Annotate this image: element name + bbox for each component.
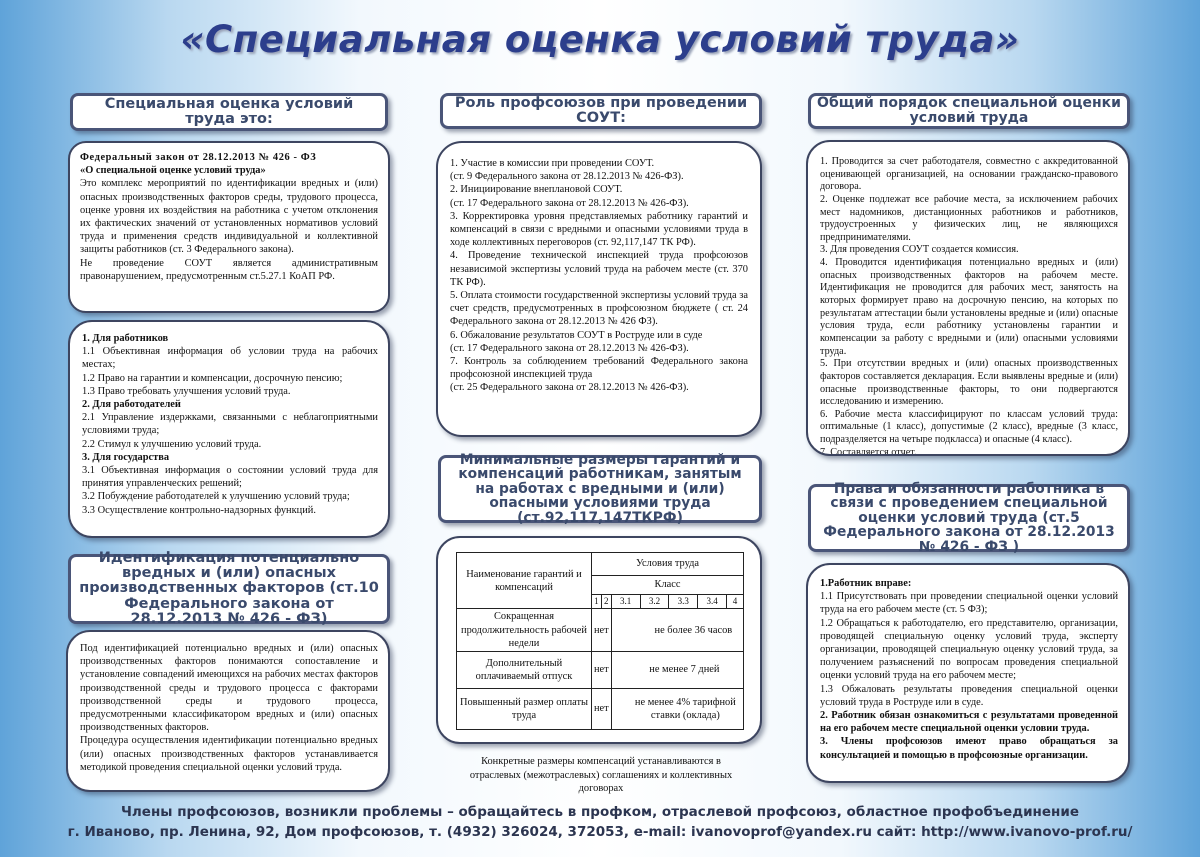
employers-item-1: 2.1 Управление издержками, связанными с неблагоприятными условиями труда;	[82, 412, 378, 437]
employers-item-2: 2.2 Стимул к улучшению условий труда.	[82, 438, 262, 450]
union-role-item: (ст. 17 Федерального закона от 28.12.2013 № 426-ФЗ).	[450, 197, 689, 209]
procedure-item: 7. Составляется отчет.	[820, 446, 917, 456]
union-role-item: 3. Корректировка уровня представляемых работнику гарантий и компенсаций в связи с вредными и опасными условиями труда в ходе коллективных переговоров (ст. 92,117,147 ТК РФ).	[450, 210, 748, 249]
guarantees-header-text: Минимальные размеры гарантий и компенсаций работникам, занятым на работах с вредными и (или) опасными условиями труда (ст.92,117,147ТКРФ)	[458, 451, 742, 526]
law-line: Федеральный закон от 28.12.2013 № 426 - ФЗ	[80, 152, 317, 163]
procedure-item: 1. Проводится за счет работодателя, совместно с аккредитованной оценивающей организацией, на основании гражданско-правового договора.	[820, 156, 1118, 193]
class-cell: 3.3	[669, 595, 698, 609]
guarantees-header	[438, 451, 762, 526]
union-role-box	[436, 141, 762, 437]
purposes-box	[68, 320, 390, 538]
row-value-b: не менее 7 дней	[611, 652, 743, 689]
rights-item-3: 1.3 Обжаловать результаты проведения специальной оценки условий труда в Роструде или в суде.	[820, 683, 1118, 708]
class-cell: 4	[727, 595, 744, 609]
union-role-item: 1. Участие в комиссии при проведении СОУТ.	[450, 158, 655, 169]
workers-item-1: 1.1 Объективная информация об условии труда на рабочих местах;	[82, 346, 378, 371]
row-value-b: не более 36 часов	[611, 609, 743, 652]
what-is-text: Это комплекс мероприятий по идентификации вредных и (или) опасных производственных факторов среды, трудового процесса, оценке уровня их воздействия на работника с учетом отклонения их фактических значений от установленных нормативов условий труда и применения средств индивидуальной и коллективной защиты работников (ст. 3 Федерального закона).	[80, 178, 378, 256]
row-value-a: нет	[592, 652, 612, 689]
rights-box	[806, 563, 1130, 783]
union-role-item: 5. Оплата стоимости государственной экспертизы условий труда за счет средств, предусмотренных в профсоюзном бюджете ( ст. 24 Федерального закона от 28.12.2013 № 426 ФЗ).	[450, 290, 748, 328]
guarantees-note: Конкретные размеры компенсаций устанавливаются в отраслевых (межотраслевых) соглашениях и коллективных договорах	[469, 756, 733, 795]
class-cell: 1	[592, 595, 602, 609]
union-role-item: (ст. 25 Федерального закона от 28.12.2013 № 426-ФЗ).	[450, 382, 689, 394]
table-header-class: Класс	[592, 576, 744, 595]
row-value-a: нет	[592, 689, 612, 730]
rights-item-5: 3. Члены профсоюзов имеют право обращаться за консультацией и помощью в профсоюзные организации.	[820, 736, 1118, 761]
procedure-item: 2. Оценке подлежат все рабочие места, за исключением рабочих мест надомников, дистанционных работников и работников, трудоустроенных у физических лиц, не являющихся предпринимателями.	[820, 193, 1118, 243]
what-is-header-text: Специальная оценка условий труда это:	[104, 95, 354, 127]
class-cell: 2	[601, 595, 611, 609]
state-item-2: 3.2 Побуждение работодателей к улучшению условий труда;	[82, 491, 350, 503]
rights-item-2: 1.2 Обращаться к работодателю, его представителю, организации, проводящей специальную оценку условий труда, эксперту организации, проводящей специальную оценку условий труда, за получением разъяснений по вопросам проведения специальной оценки условий труда на его рабочем месте;	[820, 617, 1118, 682]
page-title: «Специальная оценка условий труда»	[180, 18, 1020, 61]
rights-header-text: Права и обязанности работника в связи с проведением специальной оценки условий труда (ст.5 Федерального закона от 28.12.2013 № 426 - ФЗ )	[823, 480, 1115, 555]
procedure-item: 6. Рабочие места классифицируют по классам условий труда: оптимальные (1 класс), допустимые (2 класс), вредные (3 класс, подразделяется на четыре подкласса) и опасные (4 класс).	[820, 408, 1118, 446]
union-role-item: 7. Контроль за соблюдением требований Федерального закона профсоюзной инспекцией труда	[450, 356, 748, 381]
union-role-item: 2. Инициирование внеплановой СОУТ.	[450, 184, 623, 196]
row-name: Дополнительный оплачиваемый отпуск	[457, 652, 592, 689]
row-value-a: нет	[592, 609, 612, 652]
law-name: «О специальной оценке условий труда»	[80, 165, 266, 177]
footer-line-1: Члены профсоюзов, возникли проблемы – обращайтесь в профком, отраслевой профсоюз, областное профобъединение	[121, 804, 1079, 820]
procedure-item: 3. Для проведения СОУТ создается комиссия.	[820, 244, 1019, 256]
state-heading: 3. Для государства	[82, 451, 170, 463]
table-row	[457, 689, 744, 730]
what-is-text2: Не проведение СОУТ является административным правонарушением, предусмотренным ст.5.27.1 КоАП РФ.	[80, 257, 378, 282]
guarantees-table	[456, 552, 744, 730]
table-header-name: Наименование гарантий и компенсаций	[457, 553, 592, 609]
table-header-conditions: Условия труда	[592, 553, 744, 576]
procedure-item: 4. Проводится идентификация потенциально вредных и (или) опасных производственных факторов на рабочем месте. Идентификация не проводится для рабочих мест, занятость на которых формирует право на досрочную пенсию, на которых по результатам аттестации были установлены вредные и (или) опасные условия труда, если работнику установлены гарантии и компенсации за работу с вредными и (или) опасными условиями труда.	[820, 257, 1118, 357]
class-cell: 3.1	[611, 595, 640, 609]
table-row	[457, 609, 744, 652]
identification-text-2: Процедура осуществления идентификации потенциально вредных (или) опасных производственных факторов устанавливается методикой проведения специальной оценки условий труда.	[80, 735, 378, 773]
rights-heading: 1.Работник вправе:	[820, 578, 912, 589]
procedure-box	[806, 140, 1130, 456]
guarantees-box	[436, 536, 762, 744]
union-role-item: 6. Обжалование результатов СОУТ в Роструде или в суде	[450, 329, 703, 341]
union-role-header	[440, 93, 762, 129]
rights-item-1: 1.1 Присутствовать при проведении специальной оценки условий труда на его рабочем месте (ст. 5 ФЗ);	[820, 591, 1118, 616]
table-row	[457, 652, 744, 689]
rights-item-4: 2. Работник обязан ознакомиться с результатами проведенной на его рабочем месте специальной оценки условии труда.	[820, 710, 1118, 735]
footer-line-2: г. Иваново, пр. Ленина, 92, Дом профсоюзов, т. (4932) 326024, 372053, e-mail: ivanovoprof@yandex.ru сайт: http://www.ivanovo-prof.ru/	[67, 824, 1133, 840]
what-is-box	[68, 141, 390, 313]
union-role-item: (ст. 9 Федерального закона от 28.12.2013 № 426-ФЗ).	[450, 171, 684, 183]
union-role-header-text: Роль профсоюзов при проведении СОУТ:	[454, 94, 748, 126]
row-value-b: не менее 4% тарифной ставки (оклада)	[611, 689, 743, 730]
rights-header	[808, 480, 1130, 555]
class-cell: 3.4	[698, 595, 727, 609]
procedure-item: 5. При отсутствии вредных и (или) опасных производственных факторов составляется декларация. Если выявлены вредные и (или) опасные производственные факторы, то они подвергаются исследованию и измерению.	[820, 358, 1118, 408]
employers-heading: 2. Для работодателей	[82, 399, 181, 411]
state-item-3: 3.3 Осуществление контрольно-надзорных функций.	[82, 504, 316, 516]
procedure-header	[808, 93, 1130, 129]
workers-item-3: 1.3 Право требовать улучшения условий труда.	[82, 385, 291, 397]
identification-text-1: Под идентификацией потенциально вредных и (или) опасных производственных факторов понимаются сопоставление и установление совпадений имеющихся на рабочих местах факторов производственной среды и трудового процесса с факторами производственной среды и трудового процесса, предусмотренными классификатором вредных и (или) опасных производственных факторов.	[80, 643, 378, 734]
identification-header	[68, 549, 390, 627]
workers-heading: 1. Для работников	[82, 333, 169, 344]
union-role-item: (ст. 17 Федерального закона от 28.12.2013 № 426-ФЗ).	[450, 342, 689, 354]
identification-box	[66, 630, 390, 792]
row-name: Сокращенная продолжительность рабочей недели	[457, 609, 592, 652]
procedure-header-text: Общий порядок специальной оценки условий труда	[817, 95, 1121, 126]
class-cell: 3.2	[640, 595, 669, 609]
what-is-header	[70, 93, 388, 131]
state-item-1: 3.1 Объективная информация о состоянии условий труда для принятия управленческих решений;	[82, 465, 378, 490]
row-name: Повышенный размер оплаты труда	[457, 689, 592, 730]
identification-header-text: Идентификация потенциально вредных и (или) опасных производственных факторов (ст.10 Федерального закона от 28.12.2013 № 426 - ФЗ)	[79, 549, 379, 627]
union-role-item: 4. Проведение технической инспекцией труда профсоюзов независимой экспертизы условий труда на рабочем месте (ст. 370 ТК РФ).	[450, 250, 748, 288]
workers-item-2: 1.2 Право на гарантии и компенсации, досрочную пенсию;	[82, 372, 343, 384]
